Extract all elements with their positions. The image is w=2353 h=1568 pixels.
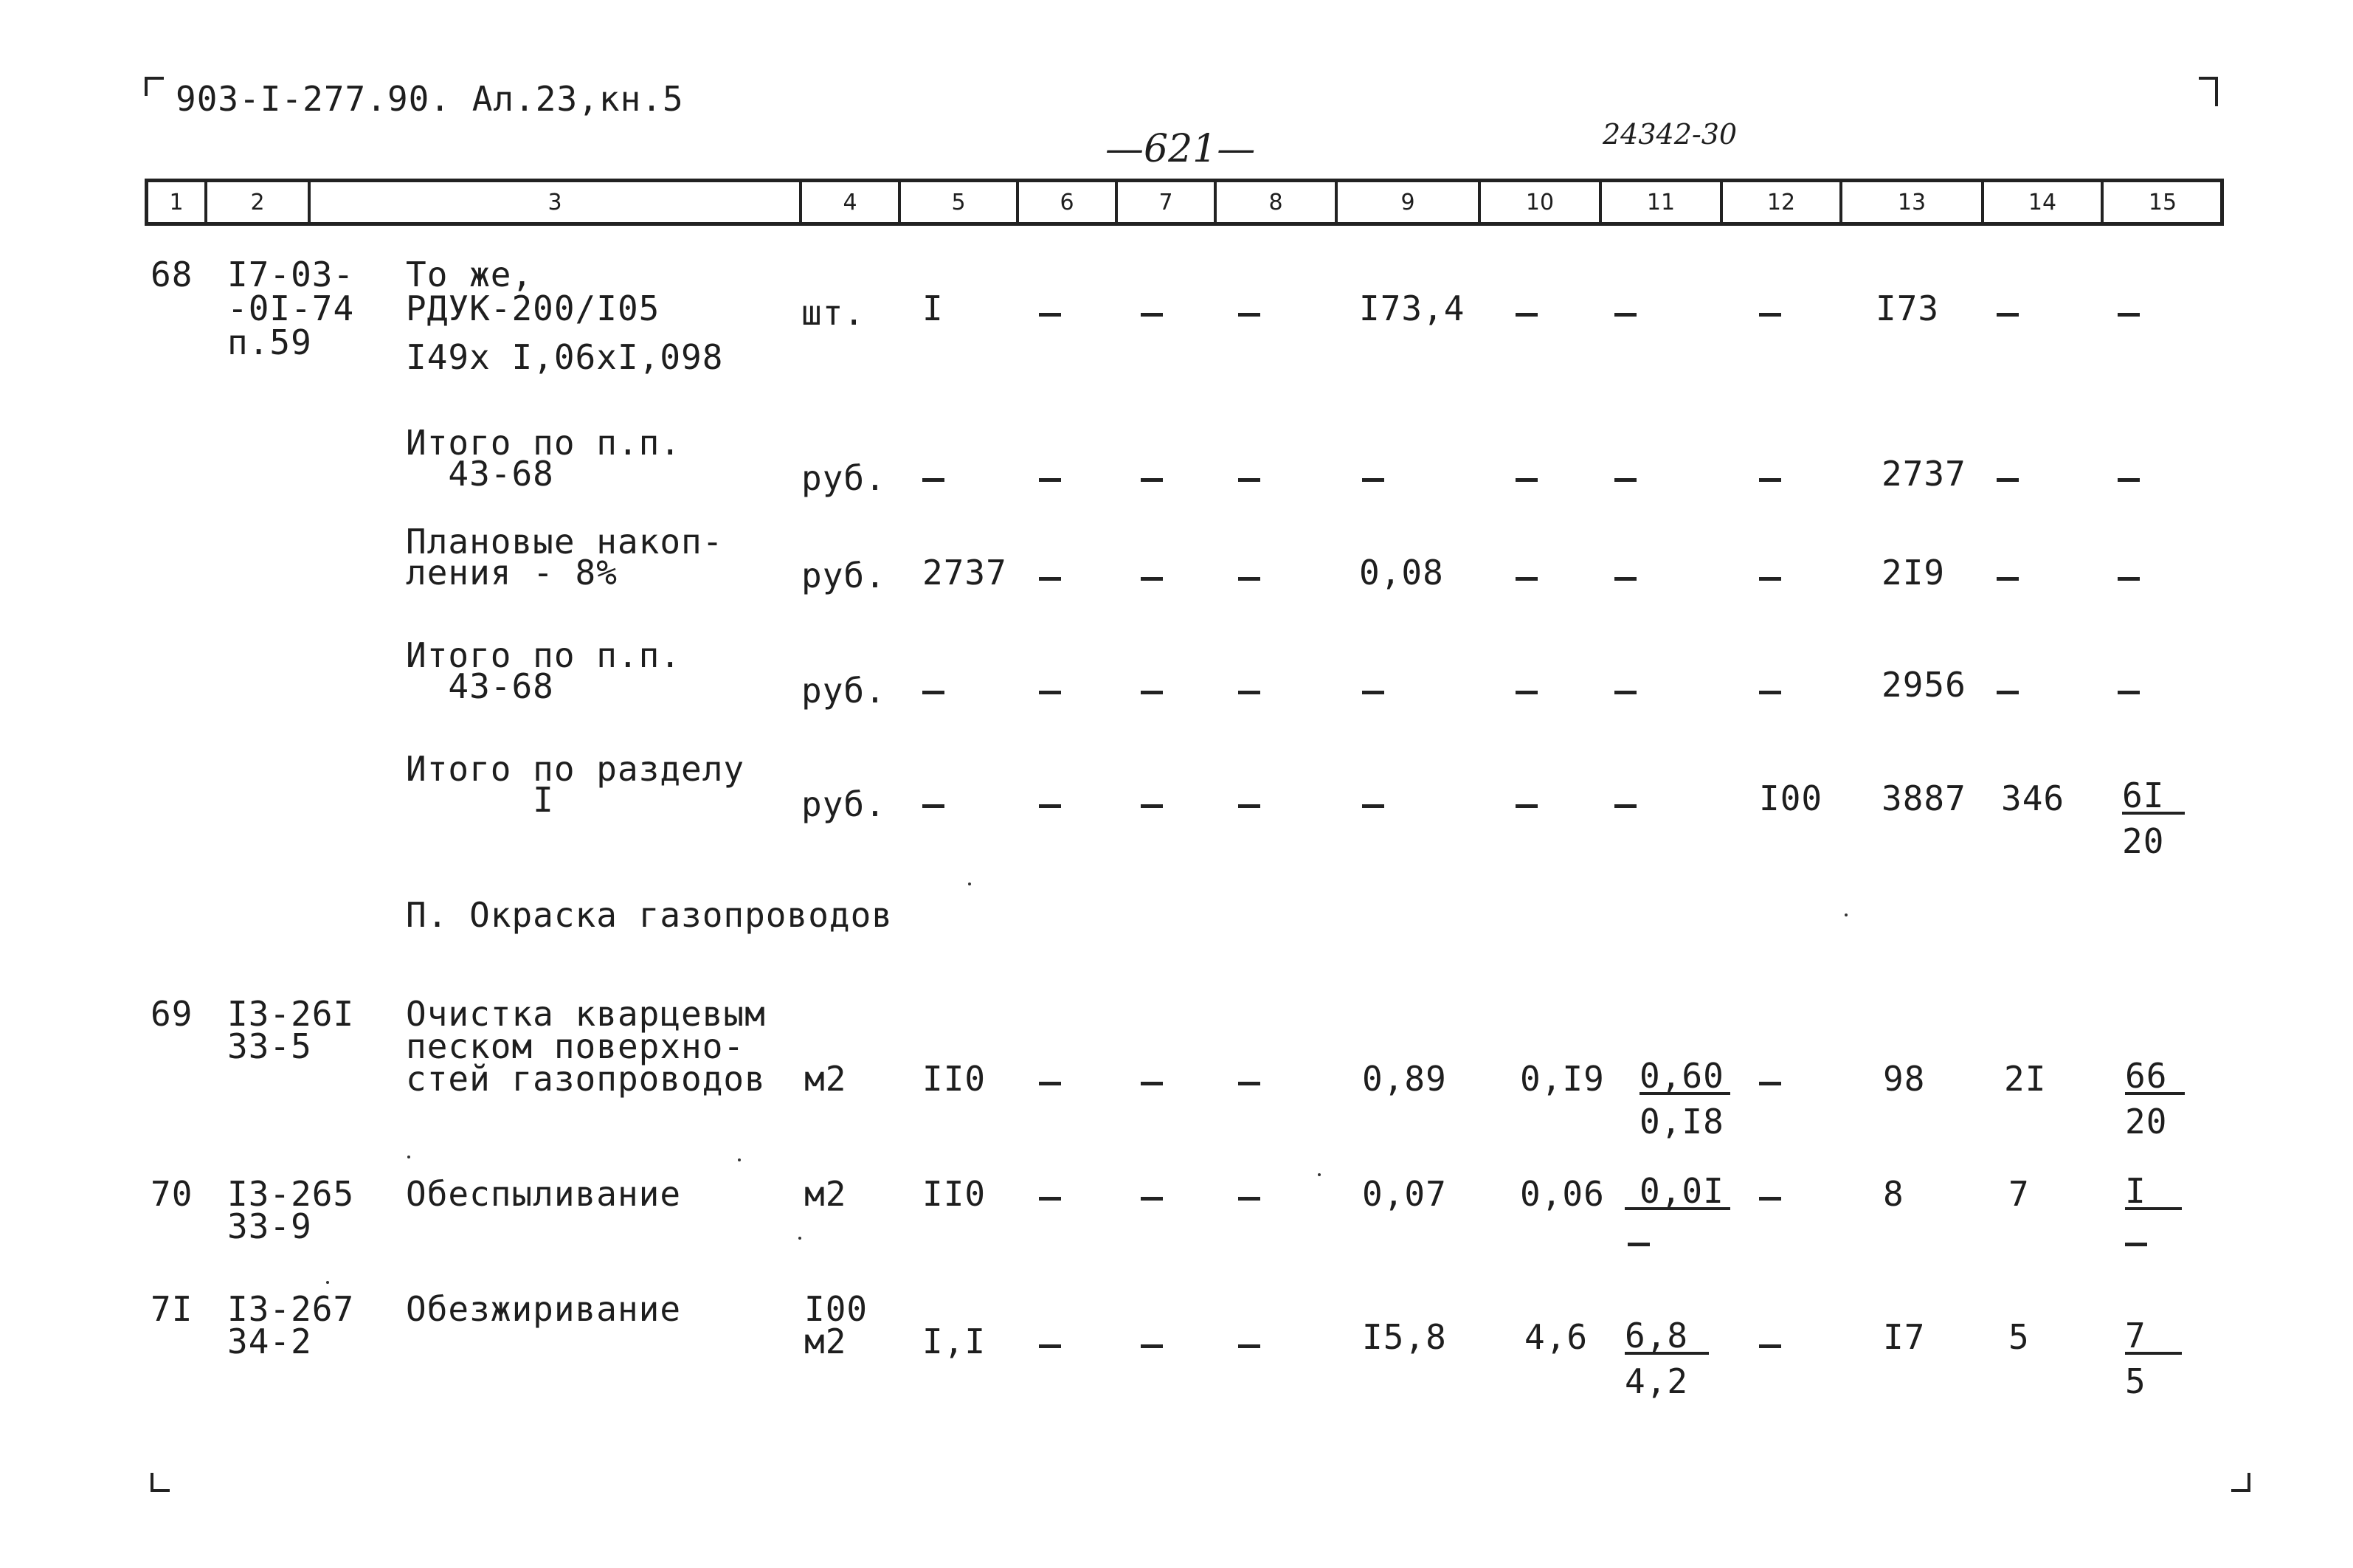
total-unit: руб. <box>801 556 886 595</box>
row-unit: м2 <box>804 1322 847 1361</box>
cell-dash <box>1628 1243 1650 1246</box>
cell-col11-fraction <box>1625 1316 1709 1401</box>
cell-col15-fraction <box>2125 1056 2185 1142</box>
row-code-line: I3-267 <box>227 1289 355 1329</box>
column-header: 3 <box>547 189 562 215</box>
cell-dash <box>1039 1344 1061 1348</box>
cell-dash <box>1141 313 1163 317</box>
cell-col13: 98 <box>1883 1059 1926 1099</box>
total-unit: руб. <box>801 671 886 711</box>
column-header: 15 <box>2148 189 2177 215</box>
row-desc-line: Обезжиривание <box>406 1289 682 1329</box>
cell-dash <box>1039 1197 1061 1201</box>
cell-dash <box>922 804 944 808</box>
cell-dash <box>1238 1344 1260 1348</box>
corner-mark-bottom-right <box>2231 1473 2250 1492</box>
column-header: 7 <box>1158 189 1173 215</box>
cell-col10: 4,6 <box>1524 1317 1589 1357</box>
cell-col9: 0,08 <box>1359 553 1444 593</box>
cell-dash <box>1141 1082 1163 1085</box>
scan-speck <box>738 1158 741 1161</box>
cell-dash <box>1516 691 1538 694</box>
cell-dash <box>1238 804 1260 808</box>
cell-col11-fraction <box>1640 1056 1730 1142</box>
column-header: 5 <box>951 189 966 215</box>
cell-dash <box>1238 577 1260 581</box>
cell-dash <box>1614 804 1637 808</box>
cell-dash <box>1238 313 1260 317</box>
fraction-numerator: 0,0I <box>1625 1175 1730 1210</box>
cell-col5: I <box>922 289 944 328</box>
column-header: 2 <box>250 189 265 215</box>
cell-dash <box>1238 691 1260 694</box>
fraction-numerator: 6I <box>2122 779 2185 815</box>
cell-dash <box>2125 1243 2147 1246</box>
total-desc-line: 43-68 <box>406 454 554 494</box>
cell-dash <box>1141 804 1163 808</box>
corner-mark-top-left <box>145 77 164 96</box>
total-unit: руб. <box>801 784 886 824</box>
cell-dash <box>1039 478 1061 482</box>
row-number: 69 <box>151 994 193 1034</box>
fraction-numerator: 6,8 <box>1625 1319 1709 1355</box>
fraction-denominator: 5 <box>2125 1361 2146 1401</box>
cell-dash <box>1997 313 2019 317</box>
cell-dash <box>2118 313 2140 317</box>
cell-col11-fraction <box>1625 1171 1730 1211</box>
scan-speck <box>407 1156 410 1158</box>
cell-dash <box>1141 691 1163 694</box>
cell-dash <box>1362 478 1384 482</box>
total-desc-line: ления - 8% <box>406 553 618 593</box>
cell-dash <box>1516 577 1538 581</box>
row-code-line: I7-03- <box>227 255 355 294</box>
cell-dash <box>1362 804 1384 808</box>
column-header-row <box>145 179 2224 226</box>
row-code-line: 34-2 <box>227 1322 312 1361</box>
cell-col9: 0,89 <box>1362 1059 1447 1099</box>
cell-dash <box>1362 691 1384 694</box>
column-header: 9 <box>1400 189 1415 215</box>
cell-col9: I73,4 <box>1359 289 1465 328</box>
cell-dash <box>1759 577 1781 581</box>
scan-speck <box>1845 913 1848 916</box>
row-code-line: I3-26I <box>227 994 355 1034</box>
row-code-line: п.59 <box>227 322 312 362</box>
cell-col10: 0,I9 <box>1520 1059 1605 1099</box>
corner-mark-bottom-left <box>151 1473 170 1492</box>
cell-dash <box>1238 1082 1260 1085</box>
scan-speck <box>968 883 971 885</box>
cell-dash <box>1039 804 1061 808</box>
cell-dash <box>922 478 944 482</box>
scan-speck <box>1318 1173 1321 1176</box>
row-unit: м2 <box>804 1174 847 1214</box>
row-desc-line: РДУК-200/I05 <box>406 289 660 328</box>
cell-dash <box>1238 1197 1260 1201</box>
fraction-numerator: 0,60 <box>1640 1060 1730 1095</box>
fraction-denominator: 4,2 <box>1625 1361 1689 1401</box>
row-unit: шт. <box>801 293 865 333</box>
cell-col15-fraction <box>2122 776 2185 861</box>
cell-dash <box>1141 1197 1163 1201</box>
cell-col14: 5 <box>2008 1317 2030 1357</box>
cell-dash <box>1997 478 2019 482</box>
column-header: 8 <box>1268 189 1283 215</box>
cell-dash <box>1997 691 2019 694</box>
cell-dash <box>1614 313 1637 317</box>
cell-col13: 2737 <box>1882 454 1966 494</box>
cell-dash <box>1997 577 2019 581</box>
cell-col13: 2956 <box>1882 665 1966 705</box>
cell-dash <box>1759 313 1781 317</box>
column-header: 4 <box>843 189 857 215</box>
column-header: 11 <box>1646 189 1676 215</box>
row-code-line: 33-9 <box>227 1206 312 1246</box>
row-desc-line: I49х I,06хI,098 <box>406 337 724 377</box>
cell-dash <box>1614 691 1637 694</box>
row-number: 68 <box>151 255 193 294</box>
cell-dash <box>1759 1344 1781 1348</box>
page-number: —621— <box>1105 127 1256 171</box>
cell-dash <box>1039 313 1061 317</box>
column-header: 10 <box>1525 189 1555 215</box>
cell-col15-fraction <box>2125 1316 2182 1401</box>
row-desc-line: стей газопроводов <box>406 1059 766 1099</box>
cell-col5: 2737 <box>922 553 1007 593</box>
fraction-denominator: 0,I8 <box>1640 1102 1724 1142</box>
cell-col14: 2I <box>2004 1059 2047 1099</box>
total-desc-line: I <box>406 780 554 820</box>
section-heading: П. Окраска газопроводов <box>406 895 893 935</box>
fraction-numerator: 66 <box>2125 1060 2185 1095</box>
cell-dash <box>2118 691 2140 694</box>
cell-dash <box>1614 577 1637 581</box>
cell-col13: 2I9 <box>1882 553 1946 593</box>
total-desc-line: Плановые накоп- <box>406 522 724 562</box>
cell-dash <box>1516 478 1538 482</box>
cell-dash <box>1141 577 1163 581</box>
cell-col9: I5,8 <box>1362 1317 1447 1357</box>
column-header: 14 <box>2028 189 2057 215</box>
document-code: 903-I-277.90. Ал.23,кн.5 <box>176 79 684 119</box>
cell-dash <box>1759 1082 1781 1085</box>
row-code-line: -0I-74 <box>227 289 355 328</box>
column-header: 12 <box>1766 189 1796 215</box>
fraction-denominator: 20 <box>2122 821 2165 861</box>
cell-col13: 8 <box>1883 1174 1904 1214</box>
column-header: 13 <box>1897 189 1927 215</box>
row-desc-line: То же, <box>406 255 533 294</box>
fraction-denominator: 20 <box>2125 1102 2168 1142</box>
inventory-number: 24342-30 <box>1603 118 1738 151</box>
cell-dash <box>1238 478 1260 482</box>
cell-col13: 3887 <box>1882 778 1966 818</box>
row-desc-line: песком поверхно- <box>406 1026 745 1066</box>
total-desc-line: Итого по п.п. <box>406 423 682 463</box>
cell-dash <box>2118 577 2140 581</box>
scan-speck <box>326 1281 329 1284</box>
row-code-line: I3-265 <box>227 1174 355 1214</box>
row-unit: I00 <box>804 1289 868 1329</box>
cell-col14: 7 <box>2008 1174 2030 1214</box>
cell-dash <box>1614 478 1637 482</box>
cell-dash <box>1039 1082 1061 1085</box>
cell-col5: II0 <box>922 1059 987 1099</box>
cell-dash <box>1039 691 1061 694</box>
total-desc-line: 43-68 <box>406 666 554 706</box>
cell-col14: 346 <box>2001 778 2065 818</box>
cell-col5: I,I <box>922 1322 987 1361</box>
cell-dash <box>1039 577 1061 581</box>
row-desc-line: Очистка кварцевым <box>406 994 766 1034</box>
cell-col13: I73 <box>1876 289 1940 328</box>
row-number: 70 <box>151 1174 193 1214</box>
cell-dash <box>1141 478 1163 482</box>
row-number: 7I <box>151 1289 193 1329</box>
cell-dash <box>922 691 944 694</box>
row-desc-line: Обеспыливание <box>406 1174 682 1214</box>
row-code-line: 33-5 <box>227 1026 312 1066</box>
fraction-numerator: 7 <box>2125 1319 2182 1355</box>
cell-dash <box>1516 313 1538 317</box>
cell-dash <box>1141 1344 1163 1348</box>
corner-mark-top-right <box>2199 77 2218 106</box>
cell-dash <box>2118 478 2140 482</box>
scan-speck <box>798 1237 801 1240</box>
row-unit: м2 <box>804 1059 847 1099</box>
cell-col12: I00 <box>1759 778 1823 818</box>
cell-dash <box>1516 804 1538 808</box>
total-desc-line: Итого по разделу <box>406 749 745 789</box>
cell-col13: I7 <box>1883 1317 1926 1357</box>
cell-dash <box>1759 1197 1781 1201</box>
cell-dash <box>1759 691 1781 694</box>
cell-col10: 0,06 <box>1520 1174 1605 1214</box>
fraction-numerator: I <box>2125 1175 2182 1210</box>
total-unit: руб. <box>801 458 886 498</box>
cell-dash <box>1759 478 1781 482</box>
cell-col9: 0,07 <box>1362 1174 1447 1214</box>
column-header: 1 <box>169 189 184 215</box>
cell-col15-fraction <box>2125 1171 2182 1211</box>
total-desc-line: Итого по п.п. <box>406 635 682 675</box>
column-header: 6 <box>1060 189 1074 215</box>
cell-col5: II0 <box>922 1174 987 1214</box>
